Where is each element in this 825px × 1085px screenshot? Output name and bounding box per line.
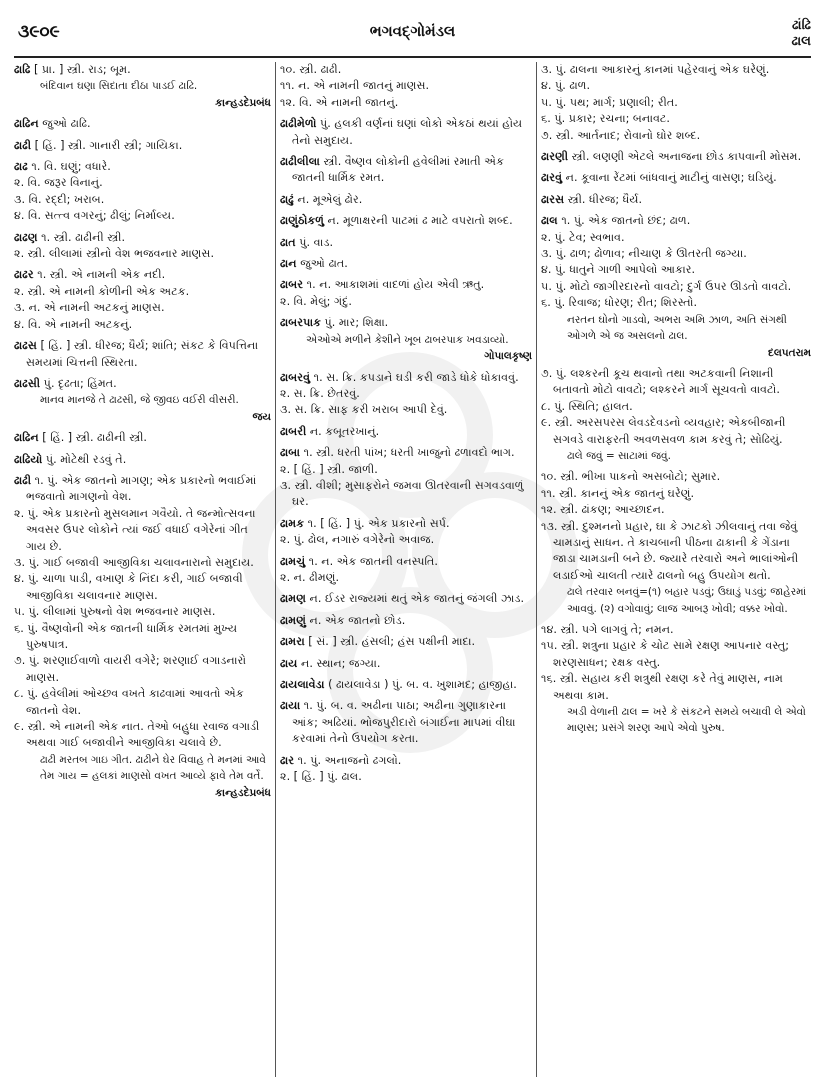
headword: ઢાઢી xyxy=(14,138,32,152)
entry-sense: ૮. પું. સ્થિતિ; હાલત. xyxy=(541,399,633,413)
headword: ઢાઢર xyxy=(14,268,34,282)
entry-sense: ૬. પું. વૈષ્ણવોની એક જાતની ધાર્મિક રમતમાં મુખ્ય પુરુષપાત્ર. xyxy=(14,621,238,651)
dictionary-entry xyxy=(280,62,532,111)
entry-headline: ઢાઢીમેળો પું. હલકી વર્ણનાં ઘણાં લોકો એકઠાં થયાં હોય તેનો સમુદાય. xyxy=(280,117,523,147)
entry-headline: ઢાઢી [ હિં. ] સ્ત્રી. ગાનારી સ્ત્રી; ગાયિકા. xyxy=(14,138,183,152)
dictionary-entry xyxy=(541,62,811,144)
dictionary-entry xyxy=(280,256,532,272)
entry-citation: બંદિવાન ઘણા સિદાતા દીઠા પાડઈ ઢાઢિ. xyxy=(40,80,198,93)
entry-headline: ઢાય ન. સ્થાન; જગ્યા. xyxy=(280,656,381,670)
entry-source: કાન્હડદેપ્રબંધ xyxy=(215,96,271,109)
page-title: ભગવદ્ગોમંડલ xyxy=(369,22,456,40)
entry-headline: ઢામચું ૧. ન. એક જાતની વનસ્પતિ. xyxy=(280,554,438,568)
headword: ઢામચું xyxy=(280,554,306,568)
dictionary-entry xyxy=(280,591,532,607)
dictionary-entry xyxy=(14,376,271,425)
headword: ઢાઢસી xyxy=(14,376,41,390)
entry-sense: ૩. ન. એ નામની અટકનું માણસ. xyxy=(14,301,165,315)
dictionary-entry xyxy=(280,424,532,440)
dictionary-entry xyxy=(541,149,811,165)
entry-sense: ૭. પું. શરણાઈવાળો વાયરી વગેરે; શરણાઈ વગાડનારો માણસ. xyxy=(14,654,247,684)
dictionary-entry xyxy=(14,138,271,154)
entry-headline: ઢાઢસી પું. દૃઢતા; હિંમત. xyxy=(14,376,117,390)
entry-headline: ૩. પું. ઢાલના આકારનું કાનમાં પહેરવાનું એક ઘરેણું. xyxy=(541,63,770,76)
headword: ઢાઢિયો xyxy=(14,452,43,466)
entry-source: દલપતરામ xyxy=(768,346,811,359)
entry-sense: ૨. સ્ત્રી. લીલામાં સ્ત્રીનો વેશ ભજવનાર માણસ. xyxy=(14,247,215,261)
entry-citation: નરતન ઘોનો ગાડવો, અભરા અમિ ઝાળ, અતિ સંગથી ઓગળે એ જ અસલનો ઢાલ. xyxy=(567,313,787,343)
entry-sense: ૨. પું. ઢોલ, નગારું વગેરેનો અવાજ. xyxy=(280,533,435,547)
entry-sense: ૭. સ્ત્રી. આર્તનાદ; રોવાનો ઘોર શબ્દ. xyxy=(541,128,701,142)
entry-headline: ઢાણુંઠોકળું ન. મૂળાક્ષરની પાટમાં ઢ માટે વપરાતો શબ્દ. xyxy=(280,214,513,228)
entry-sense: ૨. [ હિં. ] સ્ત્રી. જાળી. xyxy=(280,462,378,476)
headword: ઢાત xyxy=(280,235,296,249)
page-number: ૩૯૦૯ xyxy=(18,22,60,42)
headword: ઢાબરી xyxy=(280,424,307,438)
entry-sense: ૨. વિ. મેલું; ગંદું. xyxy=(280,294,352,308)
headword: ઢાય xyxy=(280,656,298,670)
column-separator-2 xyxy=(536,62,537,1077)
dictionary-entry xyxy=(14,230,271,263)
entry-sense: ૬. પું. પ્રકાર; રચના; બનાવટ. xyxy=(541,112,670,126)
entry-sense: ૮. પું. હવેલીમાં ઓચ્છવ વખતે કાઢવામાં આવતો એક જાતનો વેશ. xyxy=(14,687,244,717)
headword: ઢામક xyxy=(280,516,305,530)
entry-source: કાન્હડદેપ્રબંધ xyxy=(215,786,271,799)
dictionary-entry xyxy=(14,116,271,132)
headword: ઢાર xyxy=(280,753,295,767)
dictionary-entry xyxy=(280,516,532,549)
entry-headline: ઢાત પું. વાડ. xyxy=(280,235,334,249)
entry-sense: ૧૧. સ્ત્રી. કાનનું એક જાતનું ઘરેણું. xyxy=(541,486,695,500)
dictionary-entry xyxy=(280,213,532,229)
entry-headline: ઢાઢી ૧. પું. એક જાતનો માગણ; એક પ્રકારનો ભવાઈમાં ભજવાતો માગણનો વેશ. xyxy=(14,473,257,504)
headword: ઢારવું xyxy=(541,171,563,185)
headword: ઢાઢિન xyxy=(14,117,39,131)
headword: ઢાઢીલીલા xyxy=(280,155,320,169)
entry-headline: ઢાઢણ ૧. સ્ત્રી. ઢાઢીની સ્ત્રી. xyxy=(14,230,126,244)
entry-sense: ૪. પું. ધાતુને ગાળી આપેલો આકાર. xyxy=(541,263,696,277)
headword: ઢાઢી xyxy=(14,473,32,487)
headword: ઢાબર xyxy=(280,278,304,292)
dictionary-entry xyxy=(280,235,532,251)
dictionary-entry xyxy=(541,170,811,186)
column-2 xyxy=(280,62,532,1077)
dictionary-entry xyxy=(541,622,811,737)
entry-citation: અડી વેળાની ઢાલ = ખરે કે સંકટને સમયે બચાવી લે એવો માણસ; પ્રસંગે શરણ આપે એવો પુરુષ. xyxy=(567,706,806,735)
entry-headline: ઢાઢ ૧. વિ. ઘણું; વધારે. xyxy=(14,160,111,174)
entry-sense: ૪. વિ. એ નામની અટકનું. xyxy=(14,317,133,331)
guide-words xyxy=(792,18,811,50)
dictionary-entry xyxy=(280,698,532,747)
entry-headline: ઢારસ સ્ત્રી. ધીરજ; ધૈર્ય. xyxy=(541,192,643,206)
headword: ઢાણુંઠોકળું xyxy=(280,214,324,228)
entry-sense: ૨. ન. ઢીમણું. xyxy=(280,570,340,584)
entry-sense: ૫. પું. પથ; માર્ગ; પ્રણાલી; રીત. xyxy=(541,95,678,109)
headword: ઢાઢસ xyxy=(14,339,37,353)
entry-sense: ૧૩. સ્ત્રી. દુશ્મનનો પ્રહાર, ઘા કે ઝાટકો ઝીલવાનું તવા જેવું ચામડાનું સાધન. તે કાચબાની પીઠના ઢાકાની કે ગેંડાના જાડા ચામડાની બને છે. જ્યારે તરવારો અને ભાલાંઓની લડાઈઓ ચાલતી ત્યારે ઢાલનો બહુ ઉપયોગ થતો. xyxy=(541,519,799,582)
dictionary-entry xyxy=(541,192,811,208)
dictionary-entry xyxy=(280,656,532,672)
dictionary-entry xyxy=(541,213,811,361)
entry-sense: ૧૨. વિ. એ નામની જાતનું. xyxy=(280,95,399,109)
entry-headline: ઢાઢિ [ પ્રા. ] સ્ત્રી. રાડ; બૂમ. xyxy=(14,63,131,76)
dictionary-entry xyxy=(280,370,532,419)
entry-sense: ૩. સ્ત્રી. વીશી; મુસાફરોને જમવા ઊતરવાની સગવડવાળું ઘર. xyxy=(280,478,524,509)
guide-word-first: ઢાંઢિ xyxy=(791,18,811,33)
entry-sense: ૧૧. ન. એ નામની જાતનું માણસ. xyxy=(280,79,430,93)
dictionary-entry xyxy=(14,430,271,446)
headword: ઢાબા xyxy=(280,446,301,460)
entry-headline: ઢામક ૧. [ હિં. ] પું. એક પ્રકારનો સર્પ. xyxy=(280,516,450,530)
entry-headline: ઢાબરી ન. કબૂતરખાનું. xyxy=(280,424,380,438)
entry-headline: ઢાઢું ન. મૂએલું ઢોર. xyxy=(280,192,363,206)
page-header xyxy=(0,0,825,56)
dictionary-entry xyxy=(280,277,532,310)
headword: ઢારણી xyxy=(541,150,569,164)
headword: ઢાલ xyxy=(541,214,558,228)
dictionary-entry xyxy=(280,677,532,693)
dictionary-entry xyxy=(280,154,532,187)
dictionary-entry xyxy=(280,445,532,511)
entry-headline: ઢાબર ૧. ન. આકાશમાં વાદળાં હોય એવી ઋતુ. xyxy=(280,278,485,292)
dictionary-entry xyxy=(541,366,811,464)
entry-sense: ૩. પું. ગાઈ બજાવી આજીવિકા ચલાવનારાનો સમુદાય. xyxy=(14,555,254,569)
entry-headline: ઢામણ ન. ઈડર રાજ્યમાં થતું એક જાતનું જંગલી ઝાડ. xyxy=(280,592,525,606)
entry-sense: ૧૨. સ્ત્રી. ઢાંકણ; આચ્છાદન. xyxy=(541,503,665,517)
entry-sense: ૨. સ્ત્રી. એ નામની કોળીની એક અટક. xyxy=(14,284,190,298)
dictionary-entry xyxy=(280,116,532,149)
header-rule xyxy=(14,56,811,58)
entry-headline: ૧૦. સ્ત્રી. ભીખા પાકનો અસબોટો; સુમાર. xyxy=(541,470,721,484)
entry-sense: ૫. પું. મોટો જાગીરદારનો વાવટો; દુર્ગ ઉપર ઊડતો વાવટો. xyxy=(541,279,792,293)
headword: ઢામરા xyxy=(280,635,305,649)
entry-sense: ૬. પું. રિવાજ; ધોરણ; રીત; શિરસ્તો. xyxy=(541,296,698,310)
entry-citation: એઓએ મળીને કેશીને ખૂબ ઢાબરપાક ખવડાવ્યો. xyxy=(306,333,509,346)
entry-headline: ઢાઢસ [ હિં. ] સ્ત્રી. ધીરજ; ધૈર્ય; શાંતિ; સંકટ કે વિપત્તિના સમયમાં ચિત્તની સ્થિરતા. xyxy=(14,339,259,369)
dictionary-entry xyxy=(541,469,811,617)
entry-sense: ૪. વિ. સત્ત્વ વગરનું; ઢીલું; નિર્માલ્ય. xyxy=(14,209,175,223)
headword: ઢારસ xyxy=(541,192,565,206)
headword: ઢાઢિ xyxy=(14,63,31,76)
entry-headline: ઢાલ ૧. પું. એક જાતનો છંદ; ઢાળ. xyxy=(541,214,691,228)
entry-headline: ઢાયા ૧. પું. બ. વ. અઢીના પાઠા; અઢીના ગુણાકારના આંક; અઢિયાં. ભોજપુરીદારો બંગાઈના માપમાં વીઘા કરવામાં તેનો ઉપયોગ કરતા. xyxy=(280,699,516,746)
entry-sense: ૪. પું. ચાળા પાડી, વખાણ કે નિંદા કરી, ગાઈ બજાવી આજીવિકા ચલાવનાર માણસ. xyxy=(14,572,243,602)
entry-sense: ૩. વિ. રદ્દી; ખરાબ. xyxy=(14,192,105,206)
headword: ઢામણું xyxy=(280,613,306,627)
column-3 xyxy=(541,62,811,1077)
dictionary-entry xyxy=(280,192,532,208)
entry-headline: ઢાઢિયો પું. મોટેથી રડવું તે. xyxy=(14,452,127,466)
headword: ઢાયલાવેડા xyxy=(280,678,325,691)
guide-word-last: ઢાલ xyxy=(791,34,811,49)
entry-sense: ૯. સ્ત્રી. અરસપરસ લેવડદેવડનો વ્યવહાર; એકબીજાની સગવડે વારાફરતી અવળસવળ કામ કરવું તે; સોઢિયું. xyxy=(541,416,786,446)
entry-sense: ૨. પું. ટેવ; સ્વભાવ. xyxy=(541,230,625,244)
entry-headline: ૧૪. સ્ત્રી. પગે લાગવું તે; નમન. xyxy=(541,623,674,636)
entry-sense: ૨. સ. ક્રિ. છેતરવું. xyxy=(280,386,360,400)
entry-sense: ૧૬. સ્ત્રી. સહાય કરી શત્રુથી રક્ષણ કરે તેવું માણસ, નામ અથવા કામ. xyxy=(541,672,783,702)
headword: ઢાઢિન xyxy=(14,431,39,445)
entry-citation: માનવ માનજે તે ઢાઢસી, જે જીવઇ વઈરી વીસરી. xyxy=(40,394,239,407)
entry-headline: ઢાન જુઓ ઢાત. xyxy=(280,257,348,271)
dictionary-entry xyxy=(280,554,532,587)
dictionary-entry xyxy=(14,338,271,371)
entry-citation: ઢાલે તરવાર બનવું=(૧) બહાર પડવું; ઉઘાડું પડવું; જાહેરમાં આવવું. (૨) વગોવાવું; લાજ આબરૂ ખોવી; વક્કર ખોવો. xyxy=(567,586,807,615)
entry-headline: ઢાઢિન જુઓ ઢાઢિ. xyxy=(14,117,91,131)
dictionary-entry xyxy=(14,452,271,468)
entry-sense: ૯. સ્ત્રી. એ નામની એક નાત. તેઓ બહુધા રવાજ વગાડી અથવા ગાઈ બજાવીને આજીવિકા ચલાવે છે. xyxy=(14,720,260,750)
dictionary-entry xyxy=(14,62,271,111)
headword: ઢાબરવું xyxy=(280,370,311,384)
entry-sense: ૩. સ. ક્રિ. સાફ કરી ખરાબ આપી દેવું. xyxy=(280,403,448,417)
entry-headline: ૭. પું. લશ્કરની કૂચ થવાનો તથા અટકવાની નિશાની બતાવતો મોટો વાવટો; લશ્કરને માર્ગ સૂચવતો વાવટો. xyxy=(541,366,780,397)
entry-source: જય xyxy=(252,410,271,423)
headword: ઢાન xyxy=(280,257,297,271)
entry-citation: ઢાલે જવું = સાટામાં જવું. xyxy=(567,449,671,462)
entry-headline: ૧૦. સ્ત્રી. ઢાઢી. xyxy=(280,63,342,76)
headword: ઢાબરપાક xyxy=(280,316,321,330)
entry-headline: ઢાઢિન [ હિં. ] સ્ત્રી. ઢાઢીની સ્ત્રી. xyxy=(14,431,147,445)
entry-headline: ઢામરા [ સં. ] સ્ત્રી. હંસલી; હંસ પક્ષીની માદા. xyxy=(280,635,476,649)
column-1 xyxy=(14,62,271,1077)
headword: ઢાઢીમેળો xyxy=(280,117,317,131)
entry-headline: ઢામણું ન. એક જાતનો છોડ. xyxy=(280,613,406,627)
entry-citation: ઢાઢી મરતબ ગાઇ ગીત. ઢાઢીને ઘેર વિવાહ તે મનમાં આવે તેમ ગાય = હલકાં માણસો વખત આવ્યે ફાવે તેમ વર્તે. xyxy=(40,753,266,783)
headword: ઢામણ xyxy=(280,592,306,606)
headword: ઢાયા xyxy=(280,699,301,713)
dictionary-entry xyxy=(280,315,532,364)
headword: ઢાઢ xyxy=(14,160,28,174)
entry-headline: ઢાર ૧. પું. અનાજનો ઢગલો. xyxy=(280,753,402,767)
dictionary-entry xyxy=(14,267,271,333)
entry-sense: ૫. પું. લીલામાં પુરુષનો વેશ ભજવનાર માણસ. xyxy=(14,605,216,619)
entry-headline: ઢાયલાવેડા ( ઢાયલાવેડા ) પું. બ. વ. ખુશામદ; હાજીહા. xyxy=(280,678,517,691)
entry-headline: ઢાબા ૧. સ્ત્રી. ધરતી પાંખ; ધરતી ખાજુનો ઢળાવદો ભાગ. xyxy=(280,446,515,460)
headword: ઢાઢણ xyxy=(14,230,38,244)
entry-headline: ઢાઢર ૧. સ્ત્રી. એ નામની એક નદી. xyxy=(14,268,166,282)
entry-sense: ૨. પું. એક પ્રકારનો મુસલમાન ગવૈયો. તે જન્મોત્સવના અવસર ઉપર લોકોને ત્યાં જઈ વધાઈ વગેરેનાં ગીત ગાય છે. xyxy=(14,506,256,553)
entry-headline: ઢાબરવું ૧. સ. ક્રિ. કપડાને ઘડી કરી જાડે ધોકે ધોકાવવું. xyxy=(280,370,519,384)
entry-sense: ૨. [ હિં. ] પું. ઢાલ. xyxy=(280,770,362,784)
entry-headline: ઢારવું ન. કૂવાના રેંટમાં બાંધવાનું માટીનું વાસણ; ઘડિયું. xyxy=(541,171,777,185)
column-separator-1 xyxy=(275,62,276,1077)
dictionary-entry xyxy=(14,159,271,225)
dictionary-entry xyxy=(14,473,271,801)
dictionary-entry xyxy=(280,634,532,650)
entry-sense: ૧૫. સ્ત્રી. શત્રુના પ્રહાર કે ચોટ સામે રક્ષણ આપનાર વસ્તુ; શરણસાધન; રક્ષક વસ્તુ. xyxy=(541,639,790,669)
entry-headline: ઢાબરપાક પું. માર; શિક્ષા. xyxy=(280,316,389,330)
entry-sense: ૪. પું. ઢાળ. xyxy=(541,79,591,93)
entry-headline: ઢાઢીલીલા સ્ત્રી. વૈષ્ણવ લોકોની હવેલીમાં રમાતી એક જાતની ધાર્મિક રમત. xyxy=(280,155,504,185)
dictionary-entry xyxy=(280,613,532,629)
headword: ઢાઢું xyxy=(280,192,294,206)
entry-sense: ૩. પું. ઢાળ; ઢોળાવ; નીચાણ કે ઊતરતી જગ્યા. xyxy=(541,247,747,261)
entry-headline: ઢારણી સ્ત્રી. લણણી એટલે અનાજના છોડ કાપવાની મોસમ. xyxy=(541,150,802,164)
entry-sense: ૨. વિ. જરૂર વિનાનું. xyxy=(14,176,103,190)
entry-source: ગોપાલકૃષ્ણ xyxy=(484,350,532,363)
dictionary-entry xyxy=(280,753,532,786)
